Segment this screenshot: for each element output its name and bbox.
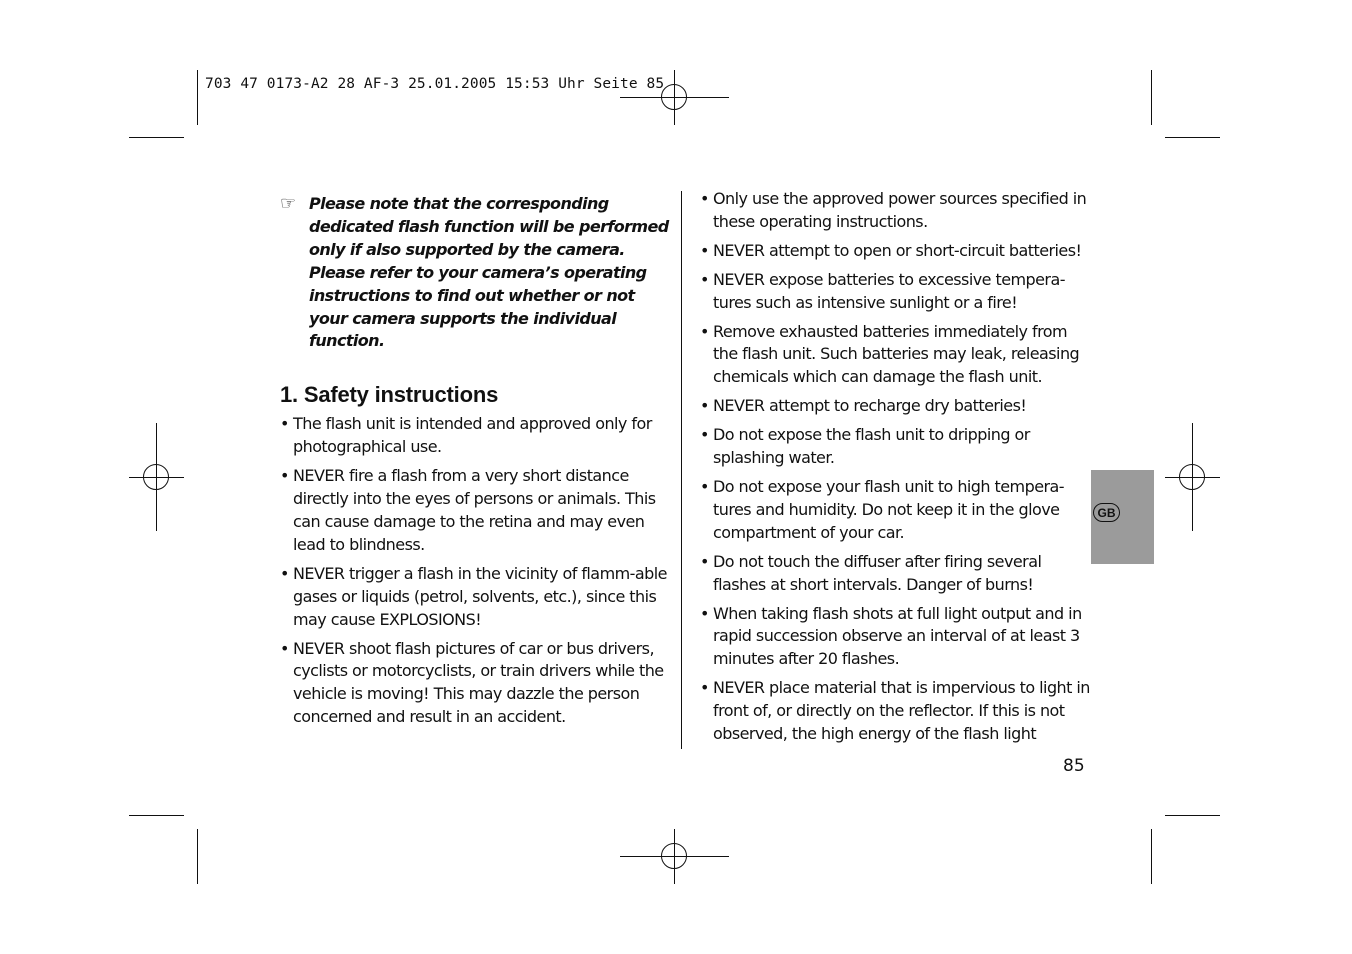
list-item: • NEVER fire a flash from a very short distance directly into the eyes of persons or animals. This can cause damage to the retina and may even lead to blindness. [280, 466, 656, 554]
crop-mark [197, 829, 198, 884]
crop-mark [1151, 70, 1152, 125]
list-item: • Remove exhausted batteries immediately from the flash unit. Such batteries may leak, releasing chemicals which can damage the flash unit. [700, 321, 1080, 387]
list-item: • NEVER attempt to open or short-circuit batteries! [700, 240, 1082, 260]
left-column [280, 193, 672, 735]
note-block [280, 193, 672, 353]
pointing-hand-icon: ☞ [280, 193, 297, 214]
crop-mark [129, 815, 184, 816]
section-title: 1. Safety instructions [280, 382, 499, 408]
list-item: • NEVER trigger a flash in the vicinity of flamm-able gases or liquids (petrol, solvents, etc.), since this may cause EXPLOSIONS! [280, 563, 667, 629]
language-badge: GB [1093, 503, 1120, 522]
crop-mark [129, 137, 184, 138]
list-item: • Do not expose your flash unit to high tempera-tures and humidity. Do not keep it in the glove compartment of your car. [700, 476, 1064, 542]
list-item: • The flash unit is intended and approved only for photographical use. [280, 414, 652, 457]
right-column [700, 188, 1095, 752]
print-slug: 703 47 0173-A2 28 AF-3 25.01.2005 15:53 Uhr Seite 85 [205, 76, 665, 92]
crop-mark [1165, 137, 1220, 138]
list-item: • NEVER attempt to recharge dry batteries! [700, 396, 1027, 416]
crop-mark [197, 70, 198, 125]
list-item: • Do not expose the flash unit to dripping or splashing water. [700, 425, 1030, 468]
page-number: 85 [1063, 756, 1085, 776]
column-divider [681, 191, 682, 749]
list-item: • Only use the approved power sources specified in these operating instructions. [700, 189, 1087, 231]
note-text: Please note that the corresponding dedicated flash function will be performed only if also supported by the camera. Please refer to your camera’s operating instructions to find out whether or not your camera supports the individual function. [309, 194, 669, 351]
list-item: • Do not touch the diffuser after firing several flashes at short intervals. Danger of burns! [700, 551, 1042, 594]
list-item: • NEVER expose batteries to excessive tempera-tures such as intensive sunlight or a fire! [700, 269, 1065, 312]
crop-mark [1165, 815, 1220, 816]
list-item: • NEVER shoot flash pictures of car or bus drivers, cyclists or motorcyclists, or train drivers while the vehicle is moving! This may dazzle the person concerned and result in an accident. [280, 638, 664, 727]
list-item: • NEVER place material that is impervious to light in front of, or directly on the reflector. If this is not observed, the high energy of the flash light [700, 678, 1090, 744]
right-bullet-list [700, 188, 1095, 746]
crop-mark [1151, 829, 1152, 884]
left-bullet-list [280, 413, 672, 729]
list-item: • When taking flash shots at full light output and in rapid succession observe an interval of at least 3 minutes after 20 flashes. [700, 603, 1082, 669]
